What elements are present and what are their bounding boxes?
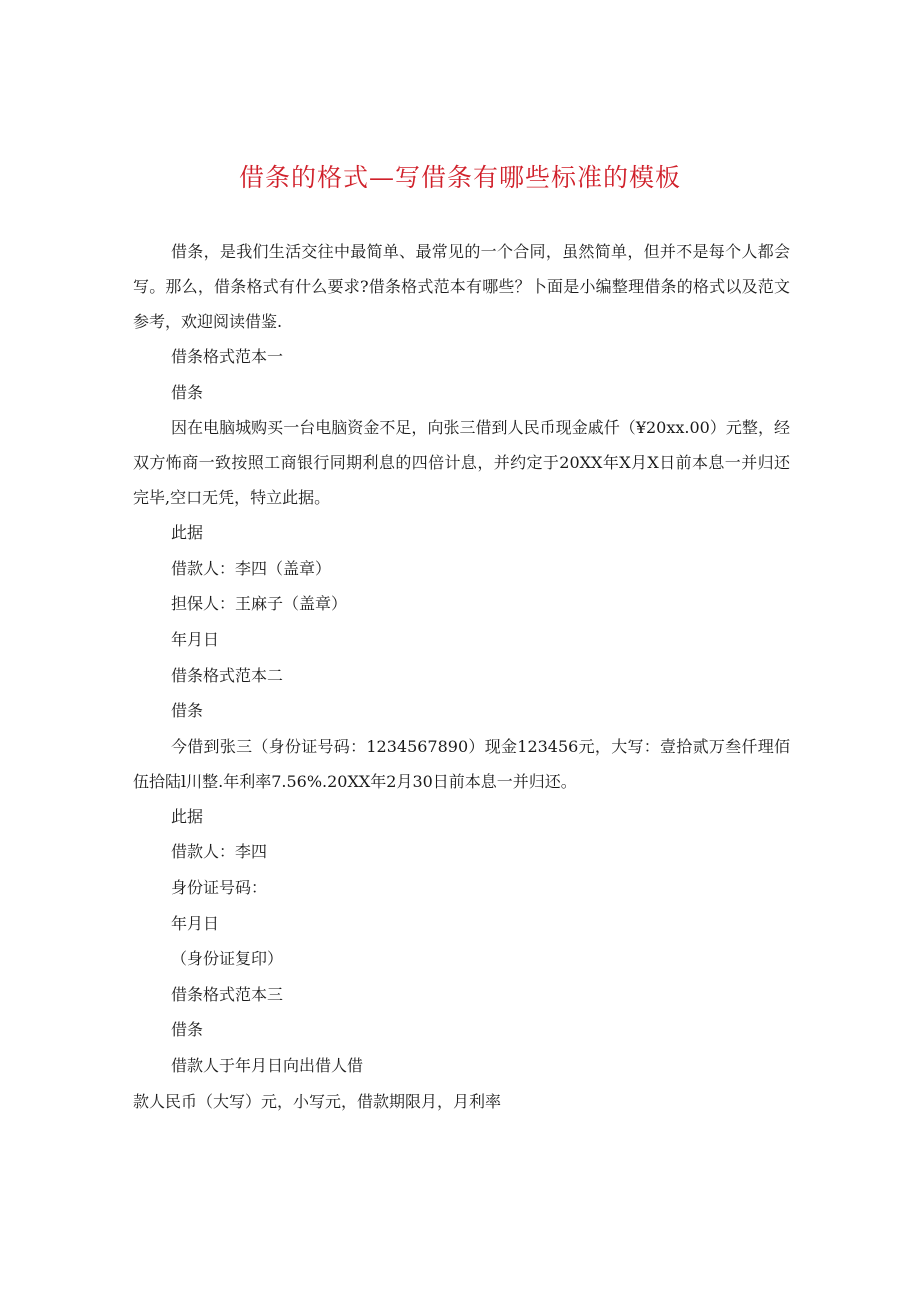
sample1-label: 借条 (171, 382, 204, 402)
sample3-heading: 借条格式范本三 (171, 984, 284, 1004)
sample2-id-number: 身份证号码： (171, 877, 268, 897)
sample1-content: 因在电脑城购买一台电脑资金不足，向张三借到人民币现金戚仟（¥20xx.00）元整，经双方怖商一致按照工商银行同期利息的四倍计息，并约定于20XX年X月X日前本息一并归还完毕,空口无凭，特立此据。 (133, 418, 790, 508)
sample1-heading: 借条格式范本一 (171, 347, 284, 366)
document-body (133, 234, 790, 1119)
sample2-closing: 此据 (171, 806, 204, 826)
sample2-label: 借条 (171, 701, 204, 721)
sample1-borrower: 借款人：李四（盖章） (171, 558, 332, 578)
sample2-id-copy: （身份证复印） (171, 949, 284, 969)
sample1-guarantor: 担保人：王麻子（盖章） (171, 594, 348, 614)
sample2-content: 今借到张三（身份证号码：1234567890）现金123456元，大写：壹拾贰万叁仟理佰伍拾陆l川整.年利率7.56%.20XX年2月30日前本息一并归还。 (133, 736, 790, 791)
document-title: 借条的格式—写借条有哪些标准的模板 (238, 163, 681, 192)
sample3-label: 借条 (171, 1020, 204, 1040)
sample2-heading: 借条格式范本二 (171, 665, 284, 685)
intro-paragraph: 借条，是我们生活交往中最简单、最常见的一个合同，虽然简单，但并不是每个人都会写。那么，借条格式有什么要求?借条格式范本有哪些？卜面是小编整理借条的格式以及范文参考，欢迎阅读借鉴. (133, 242, 790, 331)
sample2-date: 年月日 (171, 913, 220, 933)
sample1-date: 年月日 (171, 629, 220, 649)
sample3-line2: 款人民币（大写）元，小写元，借款期限月，月利率 (133, 1091, 502, 1111)
sample2-borrower: 借款人：李四 (171, 842, 268, 862)
sample1-closing: 此据 (171, 523, 204, 543)
sample3-line1: 借款人于年月日向出借人借 (171, 1055, 364, 1075)
